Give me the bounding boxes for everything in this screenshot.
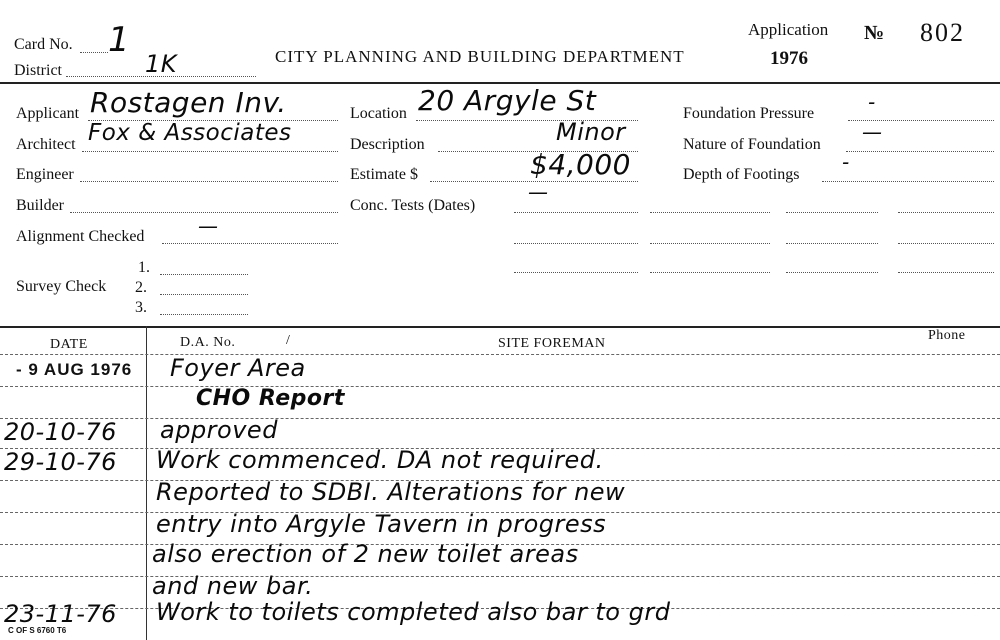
log-top-rule xyxy=(0,326,1000,328)
log-entry: Work to toilets completed also bar to grd xyxy=(156,598,671,626)
da-no-slash: / xyxy=(286,333,291,348)
log-date: - 9 AUG 1976 xyxy=(16,360,133,379)
alignment-label: Alignment Checked xyxy=(16,228,145,245)
da-no-header: D.A. No. xyxy=(180,335,236,350)
log-entry: Reported to SDBI. Alterations for new xyxy=(156,478,626,506)
survey-check-label: Survey Check xyxy=(16,278,107,295)
conc-tests-line-9 xyxy=(514,272,638,273)
location-label: Location xyxy=(350,105,407,122)
application-label: Application xyxy=(748,20,829,39)
department-title: CITY PLANNING AND BUILDING DEPARTMENT xyxy=(275,47,685,66)
log-date: 29-10-76 xyxy=(4,448,117,476)
conc-tests-line-10 xyxy=(650,272,770,273)
site-foreman-header: SITE FOREMAN xyxy=(498,336,606,351)
log-date: 23-11-76 xyxy=(4,600,117,628)
log-date: 20-10-76 xyxy=(4,418,117,446)
application-number: 802 xyxy=(920,18,965,47)
date-column-divider xyxy=(146,326,147,640)
card-no-value: 1 xyxy=(108,20,131,60)
architect-line xyxy=(82,151,338,152)
location-value: 20 Argyle St xyxy=(418,84,597,117)
conc-tests-line-6 xyxy=(650,243,770,244)
log-row-line-0 xyxy=(0,354,1000,355)
conc-tests-line-2 xyxy=(650,212,770,213)
log-row-line-2 xyxy=(0,418,1000,419)
architect-label: Architect xyxy=(16,136,76,153)
log-row-line-1 xyxy=(0,386,1000,387)
description-label: Description xyxy=(350,136,425,153)
alignment-line xyxy=(162,243,338,244)
conc-tests-line-8 xyxy=(898,243,994,244)
number-symbol: № xyxy=(864,22,885,44)
survey-2-label: 2. xyxy=(135,279,147,296)
survey-3-label: 3. xyxy=(135,299,147,316)
conc-tests-line-11 xyxy=(786,272,878,273)
log-entry: Foyer Area xyxy=(170,354,306,382)
log-entry: entry into Argyle Tavern in progress xyxy=(156,510,607,538)
conc-tests-line-3 xyxy=(786,212,878,213)
card-no-line xyxy=(80,52,108,53)
phone-header: Phone xyxy=(928,328,966,343)
district-value: 1K xyxy=(145,50,178,78)
architect-value: Fox & Associates xyxy=(88,120,292,146)
conc-tests-line-7 xyxy=(786,243,878,244)
conc-tests-value: — xyxy=(528,180,549,204)
survey-1-label: 1. xyxy=(138,259,150,276)
survey-2-line xyxy=(160,294,248,295)
application-year: 1976 xyxy=(770,48,808,69)
applicant-value: Rostagen Inv. xyxy=(90,86,287,119)
nature-of-foundation-label: Nature of Foundation xyxy=(683,136,821,153)
depth-of-footings-line xyxy=(822,181,994,182)
log-entry: CHO Report xyxy=(196,386,345,411)
alignment-value: — xyxy=(198,214,219,238)
form-code: C OF S 6760 T6 xyxy=(8,626,67,635)
conc-tests-line-1 xyxy=(514,212,638,213)
nature-of-foundation-value: — xyxy=(862,120,883,144)
foundation-pressure-label: Foundation Pressure xyxy=(683,105,815,122)
conc-tests-label: Conc. Tests (Dates) xyxy=(350,197,476,214)
description-value: Minor xyxy=(556,118,626,146)
nature-of-foundation-line xyxy=(846,151,994,152)
engineer-line xyxy=(80,181,338,182)
date-header: DATE xyxy=(50,337,88,352)
depth-of-footings-label: Depth of Footings xyxy=(683,166,800,183)
conc-tests-line-5 xyxy=(514,243,638,244)
engineer-label: Engineer xyxy=(16,166,74,183)
log-entry: approved xyxy=(160,416,278,444)
card-no-label: Card No. xyxy=(14,36,73,53)
depth-of-footings-value: - xyxy=(842,150,850,174)
estimate-value: $4,000 xyxy=(530,148,631,181)
applicant-label: Applicant xyxy=(16,105,80,122)
log-entry: also erection of 2 new toilet areas xyxy=(152,540,579,568)
log-entry: and new bar. xyxy=(152,572,314,600)
district-label: District xyxy=(14,62,62,79)
survey-3-line xyxy=(160,314,248,315)
survey-1-line xyxy=(160,274,248,275)
builder-label: Builder xyxy=(16,197,64,214)
estimate-label: Estimate $ xyxy=(350,166,418,183)
foundation-pressure-value: - xyxy=(868,90,876,114)
log-entry: Work commenced. DA not required. xyxy=(156,446,604,474)
builder-line xyxy=(70,212,338,213)
log-row-line-7 xyxy=(0,576,1000,577)
conc-tests-line-12 xyxy=(898,272,994,273)
conc-tests-line-4 xyxy=(898,212,994,213)
